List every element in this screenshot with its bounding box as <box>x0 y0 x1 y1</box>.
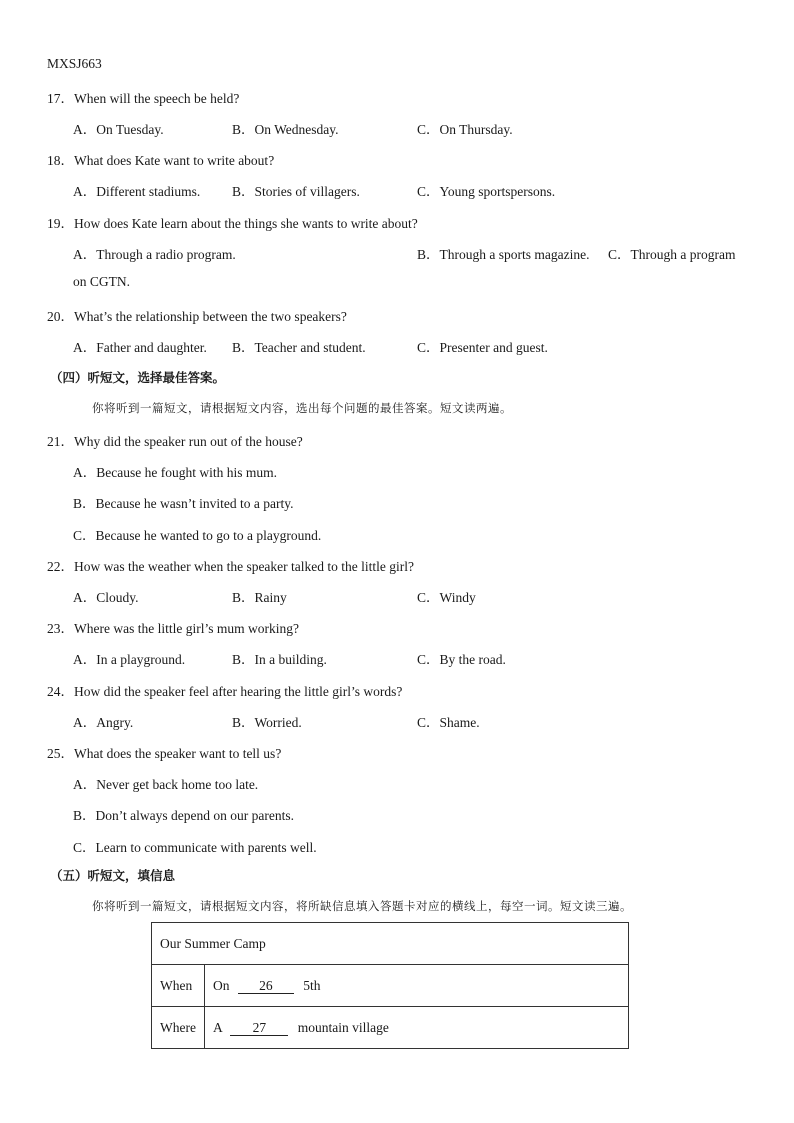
question-20: 20．What’s the relationship between the two speakers? <box>47 309 347 324</box>
table-row <box>152 1007 629 1049</box>
section-4-title: （四）听短文，选择最佳答案。 <box>50 370 226 385</box>
q21-option-b: B．Because he wasn’t invited to a party. <box>73 496 294 511</box>
table-row <box>152 965 629 1007</box>
q19-option-c: C．Through a program <box>608 247 736 262</box>
question-25: 25．What does the speaker want to tell us? <box>47 746 282 761</box>
q22-option-b: B．Rainy <box>232 590 287 605</box>
where-value <box>205 1007 629 1049</box>
when-value <box>205 965 629 1007</box>
where-suffix: mountain village <box>297 1019 389 1035</box>
q23-option-b: B．In a building. <box>232 652 327 667</box>
q22-option-c: C．Windy <box>417 590 476 605</box>
question-23: 23．Where was the little girl’s mum working? <box>47 621 299 636</box>
q25-option-a: A．Never get back home too late. <box>73 777 259 792</box>
question-21: 21．Why did the speaker run out of the house? <box>47 434 303 449</box>
q18-option-a: A．Different stadiums. <box>73 184 201 199</box>
when-suffix: 5th <box>303 977 321 993</box>
q23-option-c: C．By the road. <box>417 652 506 667</box>
q21-option-a: A．Because he fought with his mum. <box>73 465 277 480</box>
when-prefix: On <box>213 977 230 993</box>
q24-option-a: A．Angry. <box>73 715 134 730</box>
blank-27[interactable]: 27 <box>230 1021 288 1036</box>
question-18: 18．What does Kate want to write about? <box>47 153 275 168</box>
section-5-title: （五）听短文，填信息 <box>50 868 176 883</box>
q25-option-b: B．Don’t always depend on our parents. <box>73 808 294 823</box>
q21-option-c: C．Because he wanted to go to a playground. <box>73 528 322 543</box>
q20-option-b: B．Teacher and student. <box>232 340 366 355</box>
when-label: When <box>152 965 205 1007</box>
table-title: Our Summer Camp <box>152 923 629 965</box>
q17-option-a: A．On Tuesday. <box>73 122 164 137</box>
q20-option-c: C．Presenter and guest. <box>417 340 548 355</box>
where-prefix: A <box>213 1019 223 1035</box>
q18-option-b: B．Stories of villagers. <box>232 184 360 199</box>
q18-option-c: C．Young sportspersons. <box>417 184 556 199</box>
q17-option-c: C．On Thursday. <box>417 122 513 137</box>
q17-option-b: B．On Wednesday. <box>232 122 339 137</box>
q19-option-c-continued: on CGTN. <box>73 274 130 289</box>
table-row <box>152 923 629 965</box>
q19-option-b: B．Through a sports magazine. <box>417 247 590 262</box>
doc-code: MXSJ663 <box>47 56 102 71</box>
blank-26[interactable]: 26 <box>238 979 294 994</box>
q23-option-a: A．In a playground. <box>73 652 186 667</box>
section-4-instruction: 你将听到一篇短文，请根据短文内容，选出每个问题的最佳答案。短文读两遍。 <box>92 401 512 415</box>
question-19: 19．How does Kate learn about the things she wants to write about? <box>47 216 418 231</box>
q20-option-a: A．Father and daughter. <box>73 340 207 355</box>
q24-option-b: B．Worried. <box>232 715 302 730</box>
q19-option-a: A．Through a radio program. <box>73 247 236 262</box>
question-22: 22．How was the weather when the speaker talked to the little girl? <box>47 559 415 574</box>
question-17: 17．When will the speech be held? <box>47 91 240 106</box>
q24-option-c: C．Shame. <box>417 715 480 730</box>
summer-camp-table <box>151 922 629 1049</box>
where-label: Where <box>152 1007 205 1049</box>
q25-option-c: C．Learn to communicate with parents well. <box>73 840 317 855</box>
question-24: 24．How did the speaker feel after hearing the little girl’s words? <box>47 684 403 699</box>
q22-option-a: A．Cloudy. <box>73 590 139 605</box>
section-5-instruction: 你将听到一篇短文，请根据短文内容，将所缺信息填入答题卡对应的横线上，每空一词。短文读三遍。 <box>92 899 632 913</box>
